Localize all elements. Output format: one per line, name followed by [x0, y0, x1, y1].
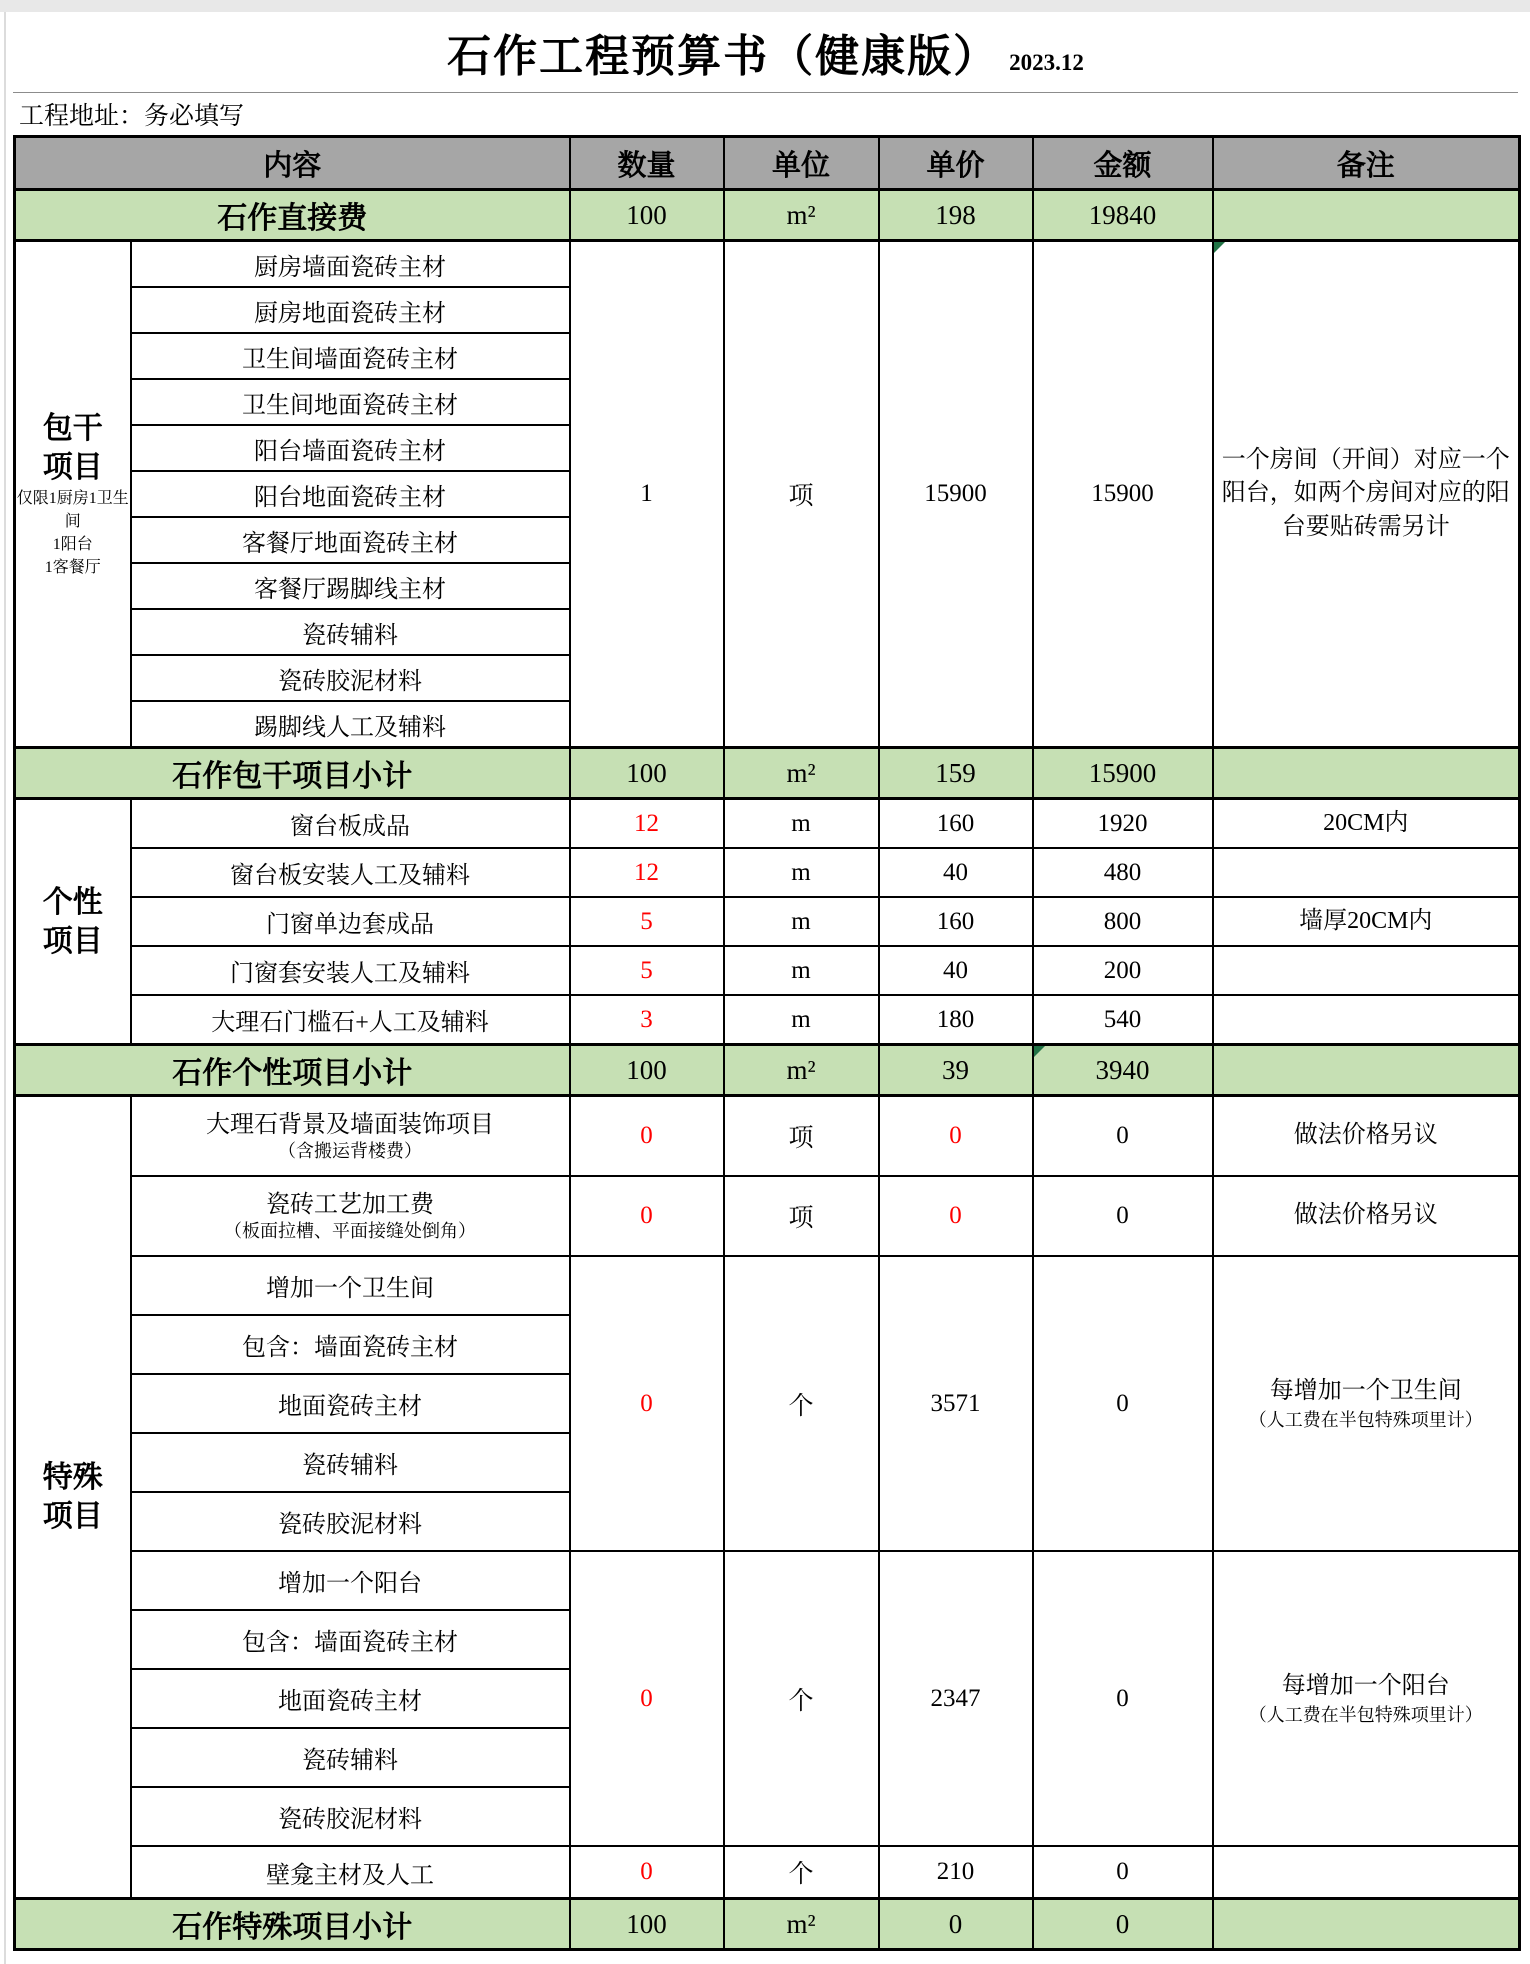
cell-special-note[interactable]: 做法价格另议 — [1213, 1176, 1520, 1256]
cell-balcony-price[interactable]: 2347 — [879, 1551, 1033, 1846]
cell-direct-fee-price[interactable]: 198 — [879, 190, 1033, 241]
cell-personal-unit[interactable]: m — [724, 995, 879, 1045]
cell-subtotal-price[interactable]: 39 — [879, 1045, 1033, 1096]
cell-special-unit[interactable]: 项 — [724, 1176, 879, 1256]
cell-package-item[interactable]: 客餐厅地面瓷砖主材 — [131, 517, 570, 563]
cell-bathroom-item[interactable]: 瓷砖胶泥材料 — [131, 1492, 570, 1551]
cell-bathroom-amount[interactable]: 0 — [1033, 1256, 1213, 1551]
cell-personal-item[interactable]: 门窗单边套成品 — [131, 897, 570, 946]
cell-subtotal-label[interactable]: 石作包干项目小计 — [15, 748, 570, 799]
cell-subtotal-note[interactable] — [1213, 1045, 1520, 1096]
cell-personal-amount[interactable]: 1920 — [1033, 799, 1213, 849]
cell-niche-item[interactable]: 壁龛主材及人工 — [131, 1846, 570, 1899]
note-sub-text: （人工费在半包特殊项里计） — [1248, 1409, 1483, 1430]
title-date: 2023.12 — [1009, 50, 1084, 75]
cell-subtotal-label[interactable]: 石作个性项目小计 — [15, 1045, 570, 1096]
cell-bathroom-item[interactable]: 地面瓷砖主材 — [131, 1374, 570, 1433]
page-title: 石作工程预算书（健康版） — [447, 32, 1000, 81]
cell-personal-unit[interactable]: m — [724, 799, 879, 849]
cell-direct-fee-label[interactable]: 石作直接费 — [15, 190, 570, 241]
cell-package-item[interactable]: 客餐厅踢脚线主材 — [131, 563, 570, 609]
cell-subtotal-label[interactable]: 石作特殊项目小计 — [15, 1899, 570, 1950]
cell-special-price[interactable]: 0 — [879, 1176, 1033, 1256]
group-label-text: 包干 — [42, 411, 103, 445]
direct-fee-row — [15, 190, 1520, 241]
cell-package-item[interactable]: 卫生间地面瓷砖主材 — [131, 379, 570, 425]
personal-subtotal-row — [15, 1045, 1520, 1096]
item-name: 瓷砖工艺加工费 — [266, 1191, 434, 1218]
cell-package-item[interactable]: 阳台地面瓷砖主材 — [131, 471, 570, 517]
group-label-text: 项目 — [42, 924, 103, 958]
cell-direct-fee-unit[interactable]: m² — [724, 190, 879, 241]
group-label-text: 项目 — [42, 1500, 103, 1533]
col-header-price[interactable]: 单价 — [879, 137, 1033, 190]
cell-special-unit[interactable]: 项 — [724, 1096, 879, 1177]
cell-personal-amount[interactable]: 800 — [1033, 897, 1213, 946]
package-row — [15, 241, 1520, 288]
cell-subtotal-amount[interactable] — [1033, 1045, 1213, 1096]
bathroom-group-row — [15, 1256, 1520, 1315]
cell-subtotal-qty[interactable]: 100 — [570, 748, 724, 799]
cell-subtotal-amount[interactable]: 0 — [1033, 1899, 1213, 1950]
col-header-qty[interactable]: 数量 — [570, 137, 724, 190]
cell-personal-qty[interactable]: 5 — [570, 897, 724, 946]
cell-package-item[interactable]: 卫生间墙面瓷砖主材 — [131, 333, 570, 379]
amount-text: 3940 — [1095, 1054, 1150, 1085]
balcony-group-row — [15, 1551, 1520, 1610]
cell-package-item[interactable]: 阳台墙面瓷砖主材 — [131, 425, 570, 471]
cell-bathroom-price[interactable]: 3571 — [879, 1256, 1033, 1551]
personal-group-label[interactable] — [15, 799, 131, 1045]
cell-personal-item[interactable]: 门窗套安装人工及辅料 — [131, 946, 570, 995]
cell-direct-fee-qty[interactable]: 100 — [570, 190, 724, 241]
cell-subtotal-amount[interactable]: 15900 — [1033, 748, 1213, 799]
cell-package-unit[interactable]: 项 — [724, 241, 879, 748]
col-header-note[interactable]: 备注 — [1213, 137, 1520, 190]
cell-balcony-qty[interactable]: 0 — [570, 1551, 724, 1846]
cell-subtotal-unit[interactable]: m² — [724, 1045, 879, 1096]
window-left-strip — [4, 12, 6, 1964]
cell-special-note[interactable]: 做法价格另议 — [1213, 1096, 1520, 1177]
note-sub-text: （人工费在半包特殊项里计） — [1248, 1704, 1483, 1725]
cell-subtotal-qty[interactable]: 100 — [570, 1045, 724, 1096]
budget-table — [13, 135, 1521, 1951]
cell-bathroom-qty[interactable]: 0 — [570, 1256, 724, 1551]
cell-balcony-item[interactable]: 增加一个阳台 — [131, 1551, 570, 1610]
project-address: 工程地址：务必填写 — [19, 103, 245, 130]
cell-personal-qty[interactable]: 5 — [570, 946, 724, 995]
cell-balcony-item[interactable]: 包含：墙面瓷砖主材 — [131, 1610, 570, 1669]
cell-subtotal-qty[interactable]: 100 — [570, 1899, 724, 1950]
col-header-amount[interactable]: 金额 — [1033, 137, 1213, 190]
cell-personal-price[interactable]: 160 — [879, 799, 1033, 849]
cell-niche-unit[interactable]: 个 — [724, 1846, 879, 1899]
group-label-text: 特殊 — [42, 1461, 103, 1494]
cell-subtotal-unit[interactable]: m² — [724, 748, 879, 799]
special-row — [15, 1176, 1520, 1256]
cell-special-amount[interactable]: 0 — [1033, 1096, 1213, 1177]
personal-row — [15, 799, 1520, 849]
cell-personal-qty[interactable]: 12 — [570, 799, 724, 849]
package-subtotal-row — [15, 748, 1520, 799]
special-group-label[interactable] — [15, 1096, 131, 1899]
excel-flag-icon — [1034, 1046, 1045, 1057]
cell-direct-fee-amount[interactable]: 19840 — [1033, 190, 1213, 241]
item-name-sub: （板面拉槽、平面接缝处倒角） — [224, 1220, 476, 1241]
cell-personal-unit[interactable]: m — [724, 848, 879, 897]
cell-direct-fee-note[interactable] — [1213, 190, 1520, 241]
col-header-content[interactable]: 内容 — [15, 137, 570, 190]
excel-flag-icon — [1214, 242, 1225, 253]
cell-package-amount[interactable]: 15900 — [1033, 241, 1213, 748]
group-label-note: 1客餐厅 — [44, 559, 101, 577]
cell-personal-note[interactable]: 20CM内 — [1213, 799, 1520, 849]
cell-subtotal-note[interactable] — [1213, 748, 1520, 799]
cell-subtotal-unit[interactable]: m² — [724, 1899, 879, 1950]
cell-personal-note[interactable] — [1213, 995, 1520, 1045]
cell-balcony-unit[interactable]: 个 — [724, 1551, 879, 1846]
cell-personal-note[interactable] — [1213, 946, 1520, 995]
cell-personal-qty[interactable]: 12 — [570, 848, 724, 897]
cell-special-amount[interactable]: 0 — [1033, 1176, 1213, 1256]
cell-special-item[interactable] — [131, 1176, 570, 1256]
group-label-note: 1阳台 — [52, 536, 93, 553]
item-name-sub: （含搬运背楼费） — [278, 1140, 422, 1161]
cell-special-qty[interactable]: 0 — [570, 1096, 724, 1177]
cell-balcony-item[interactable]: 地面瓷砖主材 — [131, 1669, 570, 1728]
cell-package-item[interactable]: 厨房墙面瓷砖主材 — [131, 241, 570, 288]
cell-personal-item[interactable]: 窗台板成品 — [131, 799, 570, 849]
package-group-label[interactable] — [15, 241, 131, 748]
special-row — [15, 1096, 1520, 1177]
cell-personal-amount[interactable]: 200 — [1033, 946, 1213, 995]
cell-balcony-note[interactable] — [1213, 1551, 1520, 1846]
cell-special-qty[interactable]: 0 — [570, 1176, 724, 1256]
cell-personal-price[interactable]: 40 — [879, 946, 1033, 995]
cell-personal-price[interactable]: 160 — [879, 897, 1033, 946]
group-label-text: 项目 — [42, 450, 103, 484]
window-top-strip — [0, 0, 1530, 12]
cell-personal-item[interactable]: 窗台板安装人工及辅料 — [131, 848, 570, 897]
cell-special-item[interactable] — [131, 1096, 570, 1177]
cell-niche-qty[interactable]: 0 — [570, 1846, 724, 1899]
personal-row — [15, 946, 1520, 995]
cell-subtotal-price[interactable]: 0 — [879, 1899, 1033, 1950]
cell-niche-amount[interactable]: 0 — [1033, 1846, 1213, 1899]
cell-personal-price[interactable]: 40 — [879, 848, 1033, 897]
cell-personal-item[interactable]: 大理石门槛石+人工及辅料 — [131, 995, 570, 1045]
cell-balcony-item[interactable]: 瓷砖胶泥材料 — [131, 1787, 570, 1846]
item-name: 大理石背景及墙面装饰项目 — [206, 1111, 494, 1138]
cell-bathroom-item[interactable]: 包含：墙面瓷砖主材 — [131, 1315, 570, 1374]
cell-personal-amount[interactable]: 480 — [1033, 848, 1213, 897]
cell-subtotal-note[interactable] — [1213, 1899, 1520, 1950]
special-subtotal-row — [15, 1899, 1520, 1950]
personal-row — [15, 848, 1520, 897]
cell-personal-unit[interactable]: m — [724, 897, 879, 946]
group-label-note: 仅限1厨房1卫生间 — [16, 489, 129, 530]
niche-row — [15, 1846, 1520, 1899]
cell-special-price[interactable]: 0 — [879, 1096, 1033, 1177]
cell-package-price[interactable]: 15900 — [879, 241, 1033, 748]
cell-personal-qty[interactable]: 3 — [570, 995, 724, 1045]
cell-balcony-item[interactable]: 瓷砖辅料 — [131, 1728, 570, 1787]
cell-package-qty[interactable]: 1 — [570, 241, 724, 748]
title-row — [13, 12, 1518, 93]
cell-bathroom-note[interactable] — [1213, 1256, 1520, 1551]
cell-balcony-amount[interactable]: 0 — [1033, 1551, 1213, 1846]
cell-personal-note[interactable]: 墙厚20CM内 — [1213, 897, 1520, 946]
cell-personal-unit[interactable]: m — [724, 946, 879, 995]
cell-personal-note[interactable] — [1213, 848, 1520, 897]
note-text: 每增加一个卫生间 — [1269, 1378, 1462, 1404]
cell-package-item[interactable]: 厨房地面瓷砖主材 — [131, 287, 570, 333]
cell-package-note[interactable] — [1213, 241, 1520, 748]
note-text: 每增加一个阳台 — [1281, 1673, 1450, 1699]
col-header-unit[interactable]: 单位 — [724, 137, 879, 190]
table-header-row — [15, 137, 1520, 190]
cell-package-item[interactable]: 瓷砖胶泥材料 — [131, 655, 570, 701]
note-text: 一个房间（开间）对应一个阳台，如两个房间对应的阳台要贴砖需另计 — [1221, 446, 1510, 540]
cell-bathroom-item[interactable]: 瓷砖辅料 — [131, 1433, 570, 1492]
cell-personal-amount[interactable]: 540 — [1033, 995, 1213, 1045]
cell-package-item[interactable]: 踢脚线人工及辅料 — [131, 701, 570, 748]
cell-niche-note[interactable] — [1213, 1846, 1520, 1899]
cell-bathroom-unit[interactable]: 个 — [724, 1256, 879, 1551]
cell-package-item[interactable]: 瓷砖辅料 — [131, 609, 570, 655]
worksheet — [13, 12, 1518, 1951]
group-label-text: 个性 — [42, 885, 103, 919]
cell-niche-price[interactable]: 210 — [879, 1846, 1033, 1899]
personal-row — [15, 995, 1520, 1045]
cell-personal-price[interactable]: 180 — [879, 995, 1033, 1045]
cell-subtotal-price[interactable]: 159 — [879, 748, 1033, 799]
cell-bathroom-item[interactable]: 增加一个卫生间 — [131, 1256, 570, 1315]
personal-row — [15, 897, 1520, 946]
